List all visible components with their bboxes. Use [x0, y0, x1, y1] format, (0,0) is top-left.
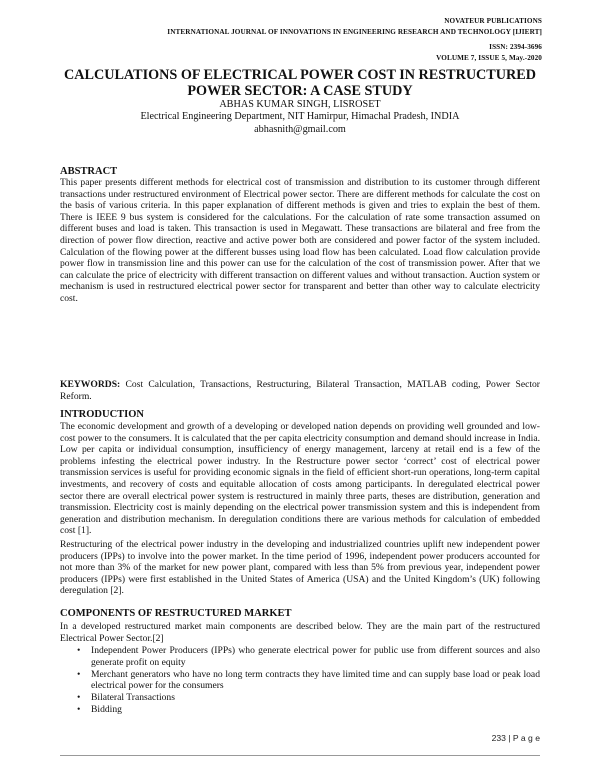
bullet-icon: •	[77, 692, 81, 704]
introduction-paragraph-1: The economic development and growth of a developing or developed nation depends on providing well grounded and low-cost power to the consumers. It is calculated that the per capita electricity consumption and demand should increase in India. Low per capita or individual consumption, insufficiency of energy management, larceny at retail end is a few of the problems infesting the electrical power industry. In the Restructure power sector ‘correct’ cost of electrical power transmission services is useful for providing economic signals in the field of efficient short-run operations, long-term capital investments, and recovery of costs and equitable allocation of costs among participants. In deregulated electrical power sector there are overall electrical power system is restructured in mainly three parts, theses are distribution, generation and transmission. Electricity cost is mainly depending on the electrical power transmission system and this is independent from generation and distribution mechanism. In deregulation conditions there are various methods for calculation of embedded cost [1].	[60, 421, 540, 537]
bullet-icon: •	[77, 704, 81, 716]
bullet-icon: •	[77, 645, 81, 656]
author-email: abhasnith@gmail.com	[254, 124, 346, 135]
abstract-text: This paper presents different methods for electrical cost of transmission and distribution to its customer through different transactions under restructured environment of Electrical power sector. There are different methods for calculate the cost on the basis of various criteria. In this paper explanation of different methods is given and tries to explain the best of them. There is IEEE 9 bus system is considered for the calculations. For the calculation of rate some transaction assumed on different buses and load is taken. This transaction is used in Megawatt. These transactions are bilateral and free from the direction of power flow direction, reactive and active power both are considered and power factor of the system included. Calculation of the flowing power at the different busses using load flow has been calculated. Load flow calculation provide power flow in transmission line and this power can use for the calculation of the cost of transmission power. After that we can calculate the price of electricity with different transaction on different values and without transaction. Auction system or mechanism is used in restructured electrical power sector for transparent and better than other way to calculate electricity cost.	[60, 177, 540, 304]
keywords-label: KEYWORDS:	[60, 379, 121, 390]
components-heading: COMPONENTS OF RESTRUCTURED MARKET	[60, 608, 292, 619]
introduction-heading: INTRODUCTION	[60, 409, 145, 420]
authors: ABHAS KUMAR SINGH, LISROSET	[219, 99, 381, 110]
page-number: 233 | P a g e	[491, 733, 540, 743]
journal-name: INTERNATIONAL JOURNAL OF INNOVATIONS IN ENGINEERING RESEARCH AND TECHNOLOGY [IJIERT]	[167, 28, 542, 36]
bullet-icon: •	[77, 668, 81, 680]
components-intro: In a developed restructured market main components are described below. They are the main part of the restructured Electrical Power Sector.[2]	[60, 621, 540, 644]
volume-issue: VOLUME 7, ISSUE 5, May.-2020	[436, 54, 542, 62]
list-item: • Bidding	[77, 704, 122, 716]
list-item: • Bilateral Transactions	[77, 692, 175, 704]
list-item: • Independent Power Producers (IPPs) who generate electrical power for public use from different sources and also generate profit on equity	[77, 645, 540, 668]
publisher-name: NOVATEUR PUBLICATIONS	[444, 17, 542, 25]
paper-title: CALCULATIONS OF ELECTRICAL POWER COST IN RESTRUCTURED POWER SECTOR: A CASE STUDY	[64, 67, 536, 99]
issn: ISSN: 2394-3696	[489, 43, 542, 51]
keywords	[60, 379, 540, 402]
abstract-heading: ABSTRACT	[60, 166, 118, 177]
footer-divider	[60, 755, 540, 756]
keywords-text: Cost Calculation, Transactions, Restructuring, Bilateral Transaction, MATLAB coding, Power Sector Reform.	[60, 379, 540, 402]
list-item: • Merchant generators who have no long term contracts they have limited time and can supply base load or peak load electrical power for the consumers	[77, 668, 540, 692]
introduction-paragraph-2: Restructuring of the electrical power industry in the developing and industrialized countries uplift new independent power producers (IPPs) to involve into the power market. In the time period of 1996, independent power producers accounted for not more than 3% of the market for new power plant, compared with less than 5% from previous year, independent power producers (IPPs) were first established in the United States of America (USA) and the United Kingdom’s (UK) following deregulation [2].	[60, 539, 540, 597]
affiliation: Electrical Engineering Department, NIT Hamirpur, Himachal Pradesh, INDIA	[140, 111, 460, 122]
components-list	[77, 645, 540, 717]
